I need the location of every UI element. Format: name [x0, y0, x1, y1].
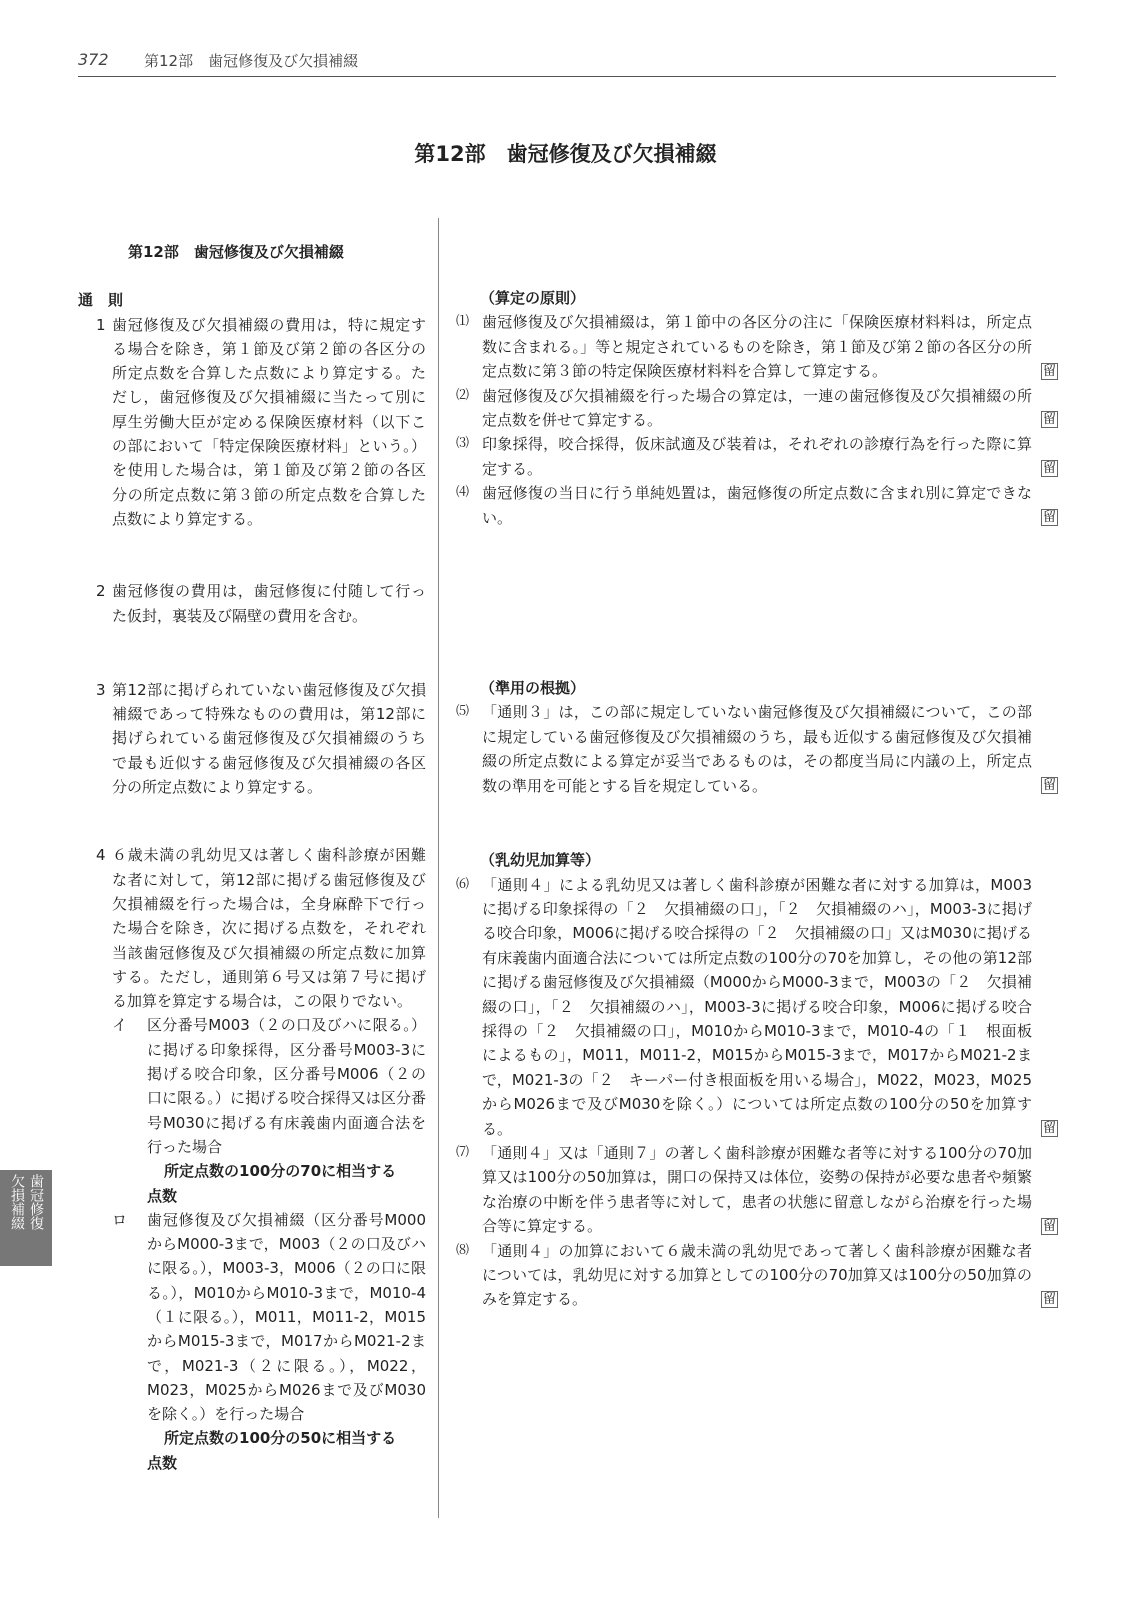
ryu-mark-icon: 留 [1042, 778, 1056, 794]
notice-text: 歯冠修復及び欠損補綴は，第１節中の各区分の注に「保険医療材料料は，所定点数に含まれる。」等と規定されているものを除き，第１節及び第２節の各区分の所定点数に第３節の特定保険医療材料料を合算して算定する。 [482, 313, 1032, 381]
notice-text: 歯冠修復の当日に行う単純処置は，歯冠修復の所定点数に含まれ別に算定できない。 [482, 484, 1032, 527]
ryu-mark-icon: 留 [1042, 412, 1056, 428]
sub-item-marker: ロ [112, 1210, 128, 1229]
rule-number: 2 [96, 582, 106, 601]
ryu-mark-icon: 留 [1042, 461, 1056, 477]
notice-item [456, 1141, 1058, 1239]
section-heading: （準用の根拠） [480, 679, 586, 698]
sub-item-text: 歯冠修復及び欠損補綴（区分番号M000からM000-3まで，M003（２の口及びハに限る。），M003-3，M006（２の口に限る。），M010からM010-3まで，M010-4（１に限る。），M011，M011-2，M015からM015-3まで，M017からM021-2まで，M021-3（２に限る。），M022，M023，M025からM026まで及びM030を除く。）を行った場合 [147, 1210, 426, 1424]
notice-item [456, 432, 1058, 481]
page-number: 372 [78, 50, 109, 69]
rule-text: ６歳未満の乳幼児又は著しく歯科診療が困難な者に対して，第12部に掲げる歯冠修復及び欠損補綴を行った場合は，全身麻酔下で行った場合を除き，次に掲げる点数を，それぞれ当該歯冠修復及び欠損補綴の所定点数に加算する。ただし，通則第６号又は第７号に掲げる加算を算定する場合は，この限りでない。 [112, 846, 426, 1011]
bonus-line: 所定点数の100分の50に相当する [164, 1429, 397, 1448]
ryu-mark-icon: 留 [1042, 363, 1056, 379]
ryu-mark-icon: 留 [1042, 510, 1056, 526]
left-sub-title: 第12部 歯冠修復及び欠損補綴 [128, 243, 344, 261]
bonus-text [78, 1426, 426, 1475]
notice-number: ⑷ [456, 485, 470, 501]
column-divider [438, 218, 439, 1518]
rule-item [78, 843, 426, 1013]
rule-item [78, 678, 426, 799]
side-tab-text: 歯冠修復 [28, 1174, 44, 1230]
sub-item-marker: イ [112, 1016, 128, 1035]
sub-item-text: 区分番号M003（２の口及びハに限る。）に掲げる印象採得，区分番号M003-3に掲げる咬合印象，区分番号M006（２の口に限る。）に掲げる咬合採得又は区分番号M030に掲げる有床義歯内面適合法を行った場合 [147, 1016, 426, 1156]
sub-item [78, 1013, 426, 1159]
notice-text: 「通則４」による乳幼児又は著しく歯科診療が困難な者に対する加算は，M003に掲げる印象採得の「２ 欠損補綴の口」，「２ 欠損補綴のハ」，M003-3に掲げる咬合印象，M006に掲げる咬合採得の「２ 欠損補綴の口」又はM030に掲げる有床義歯内面適合法については所定点数の100分の70を加算し，その他の第12部に掲げる歯冠修復及び欠損補綴（M000からM000-3まで，M003の「２ 欠損補綴の口」，「２ 欠損補綴のハ」，M003-3に掲げる咬合印象，M006に掲げる咬合採得の「２ 欠損補綴の口」，M010からM010-3まで，M010-4の「１ 根面板によるもの」，M011，M011-2，M015からM015-3まで，M017からM021-2まで，M021-3の「２ キーパー付き根面板を用いる場合」，M022，M023，M025からM026まで及びM030を除く。）については所定点数の100分の50を加算する。 [482, 875, 1032, 1138]
right-column [456, 286, 1058, 1312]
notice-item [456, 873, 1058, 1141]
ryu-mark-icon: 留 [1042, 1291, 1056, 1307]
notice-number: ⑻ [456, 1242, 470, 1258]
section-heading: （乳幼児加算等） [480, 851, 601, 870]
rule-text: 歯冠修復及び欠損補綴の費用は，特に規定する場合を除き，第１節及び第２節の各区分の所定点数を合算した点数により算定する。ただし，歯冠修復及び欠損補綴に当たって別に厚生労働大臣が定める保険医療材料（以下この部において「特定保険医療材料」という。）を使用した場合は，第１節及び第２節の各区分の所定点数に第３節の所定点数を合算した点数により算定する。 [112, 315, 426, 528]
side-tab-text: 欠損補綴 [9, 1174, 25, 1230]
notice-number: ⑶ [456, 436, 470, 452]
bonus-line: 所定点数の100分の70に相当する [164, 1162, 397, 1181]
bonus-text [78, 1159, 426, 1208]
notice-item [456, 481, 1058, 530]
main-title: 第12部 歯冠修復及び欠損補綴 [414, 142, 717, 166]
notice-number: ⑴ [456, 314, 470, 330]
notice-text: 「通則３」は，この部に規定していない歯冠修復及び欠損補綴について，この部に規定している歯冠修復及び欠損補綴のうち，最も近似する歯冠修復及び欠損補綴の所定点数による算定が妥当であるものは，その都度当局に内議の上，所定点数の準用を可能とする旨を規定している。 [482, 703, 1032, 795]
notice-item [456, 1239, 1058, 1312]
notice-number: ⑸ [456, 704, 470, 720]
notice-text: 「通則４」の加算において６歳未満の乳幼児であって著しく歯科診療が困難な者については，乳幼児に対する加算としての100分の70加算又は100分の50加算のみを算定する。 [482, 1241, 1032, 1309]
bonus-line: 点数 [147, 1453, 178, 1472]
bonus-line: 点数 [147, 1186, 178, 1205]
notice-text: 印象採得，咬合採得，仮床試適及び装着は，それぞれの診療行為を行った際に算定する。 [482, 435, 1032, 478]
rule-item [78, 313, 426, 532]
page-header [78, 48, 1056, 77]
rule-item [78, 579, 426, 628]
ryu-mark-icon: 留 [1042, 1218, 1056, 1234]
rule-text: 第12部に掲げられていない歯冠修復及び欠損補綴であって特殊なものの費用は，第12部に掲げられている歯冠修復及び欠損補綴のうちで最も近似する歯冠修復及び欠損補綴の各区分の所定点数により算定する。 [112, 680, 426, 797]
section-heading: （算定の原則） [480, 289, 586, 307]
notice-text: 歯冠修復及び欠損補綴を行った場合の算定は，一連の歯冠修復及び欠損補綴の所定点数を併せて算定する。 [482, 386, 1032, 430]
rule-text: 歯冠修復の費用は，歯冠修復に付随して行った仮封，裏装及び隔壁の費用を含む。 [112, 582, 426, 625]
rule-number: 4 [96, 846, 106, 865]
tsusoku-heading: 通 則 [78, 291, 124, 310]
left-column [78, 240, 426, 1475]
rule-number: 1 [96, 315, 106, 334]
notice-number: ⑵ [456, 387, 470, 403]
notice-number: ⑹ [456, 876, 470, 892]
ryu-mark-icon: 留 [1042, 1120, 1056, 1136]
notice-number: ⑺ [456, 1144, 470, 1160]
rule-number: 3 [96, 680, 106, 699]
notice-item [456, 310, 1058, 383]
notice-text: 「通則４」又は「通則７」の著しく歯科診療が困難な者等に対する100分の70加算又は100分の50加算は，開口の保持又は体位，姿勢の保持が必要な患者や頻繁な治療の中断を伴う患者等に対して，患者の状態に留意しながら治療を行った場合等に算定する。 [482, 1143, 1032, 1236]
notice-item [456, 700, 1058, 798]
running-title: 第12部 歯冠修復及び欠損補綴 [144, 52, 359, 70]
sub-item [78, 1208, 426, 1427]
notice-item [456, 384, 1058, 433]
section-side-tab [0, 1170, 52, 1266]
